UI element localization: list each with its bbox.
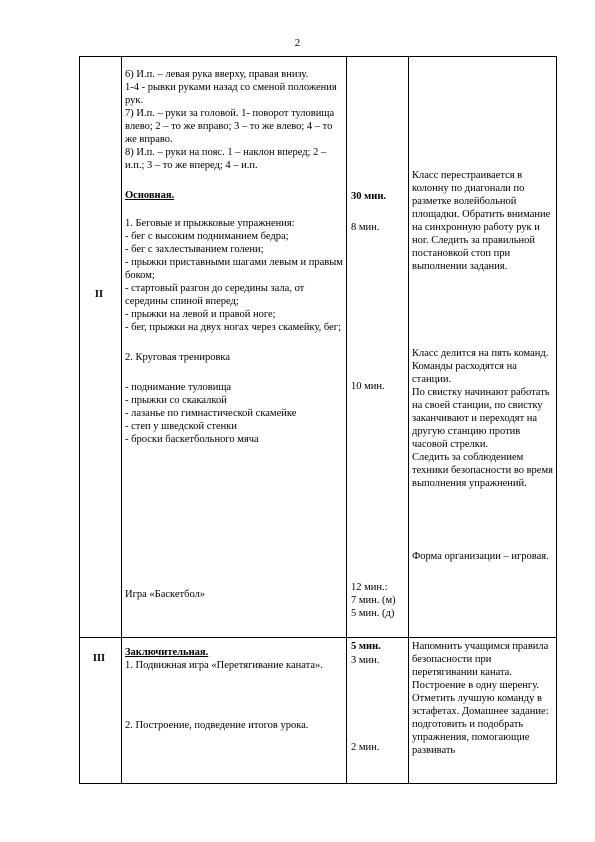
time-game-total: 12 мин.: <box>351 582 388 593</box>
block2-item: - прыжки со скакалкой <box>125 395 227 406</box>
section-iii-number: III <box>92 653 106 664</box>
section-iii-content <box>125 646 343 672</box>
table-col-border-4 <box>556 56 557 784</box>
block2-item: - степ у шведской стенки <box>125 421 237 432</box>
section-ii-content <box>125 68 343 446</box>
note-final-text: Напомнить учащимся правила безопасности при перетягивании каната. Построение в одну шеренгу. Отметить лучшую команду в эстафетах. Домашнее задание: подготовить и подобрать упражнения, помогающие развивать <box>412 641 549 756</box>
final-item-2: 2. Построение, подведение итогов урока. <box>125 720 309 731</box>
block1-item: - бег с высоким подниманием бедра; <box>125 231 289 242</box>
time-game-girls: 5 мин. (д) <box>351 608 395 619</box>
time-final-item2: 2 мин. <box>351 742 380 753</box>
table-col-border-1 <box>121 56 122 784</box>
block1-item: - прыжки приставными шагами левым и правым боком; <box>125 257 343 281</box>
warmup-exercise-7: 7) И.п. – руки за головой. 1- поворот туловища влево; 2 – то же вправо; 3 – то же влево; 4 – то же вправо. <box>125 108 335 145</box>
time-main: 30 мин. <box>351 191 387 202</box>
time-game-boys: 7 мин. (м) <box>351 595 396 606</box>
final-item-1: 1. Подвижная игра «Перетягивание каната». <box>125 660 323 671</box>
section-divider <box>79 637 557 638</box>
note-final <box>412 640 554 757</box>
table-bottom-border <box>79 783 557 784</box>
note-block2-line: Класс делится на пять команд. Команды расходятся на станции. <box>412 348 549 385</box>
note-block2 <box>412 347 554 490</box>
block2-title: 2. Круговая тренировка <box>125 352 231 363</box>
block1-item: - прыжки на левой и правой ноге; <box>125 309 276 320</box>
time-block2: 10 мин. <box>351 381 385 392</box>
page-number: 2 <box>294 37 301 49</box>
note-block1-text: Класс перестраивается в колонну по диагонали по разметке волейбольной площадки. Обратить внимание на синхронную работу рук и ног. Следить за правильной постановкой стоп при выполнении задания. <box>412 170 551 272</box>
block2-item: - броски баскетбольного мяча <box>125 434 259 445</box>
block1-item: - бег, прыжки на двух ногах через скамейку, бег; <box>125 322 341 333</box>
warmup-exercise-8: 8) И.п. – руки на пояс. 1 – наклон вперед; 2 – и.п.; 3 – то же вперед; 4 – и.п. <box>125 147 327 171</box>
block2-item: - лазанье по гимнастической скамейке <box>125 408 297 419</box>
warmup-exercise-6-detail: 1-4 - рывки руками назад со сменой положения рук. <box>125 82 337 106</box>
block1-title: 1. Беговые и прыжковые упражнения: <box>125 218 295 229</box>
note-game-text: Форма организации – игровая. <box>412 551 549 562</box>
final-part-heading: Заключительная. <box>125 647 209 658</box>
warmup-exercise-6: 6) И.п. – левая рука вверху, правая внизу. <box>125 69 309 80</box>
block1-item: - бег с захлестыванием голени; <box>125 244 264 255</box>
time-game <box>351 581 407 620</box>
table-col-border-0 <box>79 56 80 784</box>
time-final-total: 5 мин. <box>351 641 381 652</box>
note-block1 <box>412 169 554 273</box>
time-block1: 8 мин. <box>351 222 380 233</box>
table-top-border <box>79 56 557 57</box>
note-block2-line: По свистку начинают работать на своей станции, по свистку заканчивают и переходят на другую станцию против часовой стрелки. <box>412 387 550 450</box>
note-block2-line: Следить за соблюдением техники безопасности во время выполнения упражнений. <box>412 452 553 489</box>
table-col-border-3 <box>408 56 409 784</box>
note-game <box>412 550 554 563</box>
table-col-border-2 <box>346 56 347 784</box>
section-ii-number: II <box>94 289 104 300</box>
game-title: Игра «Баскетбол» <box>125 589 206 600</box>
main-part-heading: Основная. <box>125 190 175 201</box>
time-final-item1: 3 мин. <box>351 655 380 666</box>
block1-item: - стартовый разгон до середины зала, от середины спиной вперед; <box>125 283 305 307</box>
block2-item: - поднимание туловища <box>125 382 232 393</box>
